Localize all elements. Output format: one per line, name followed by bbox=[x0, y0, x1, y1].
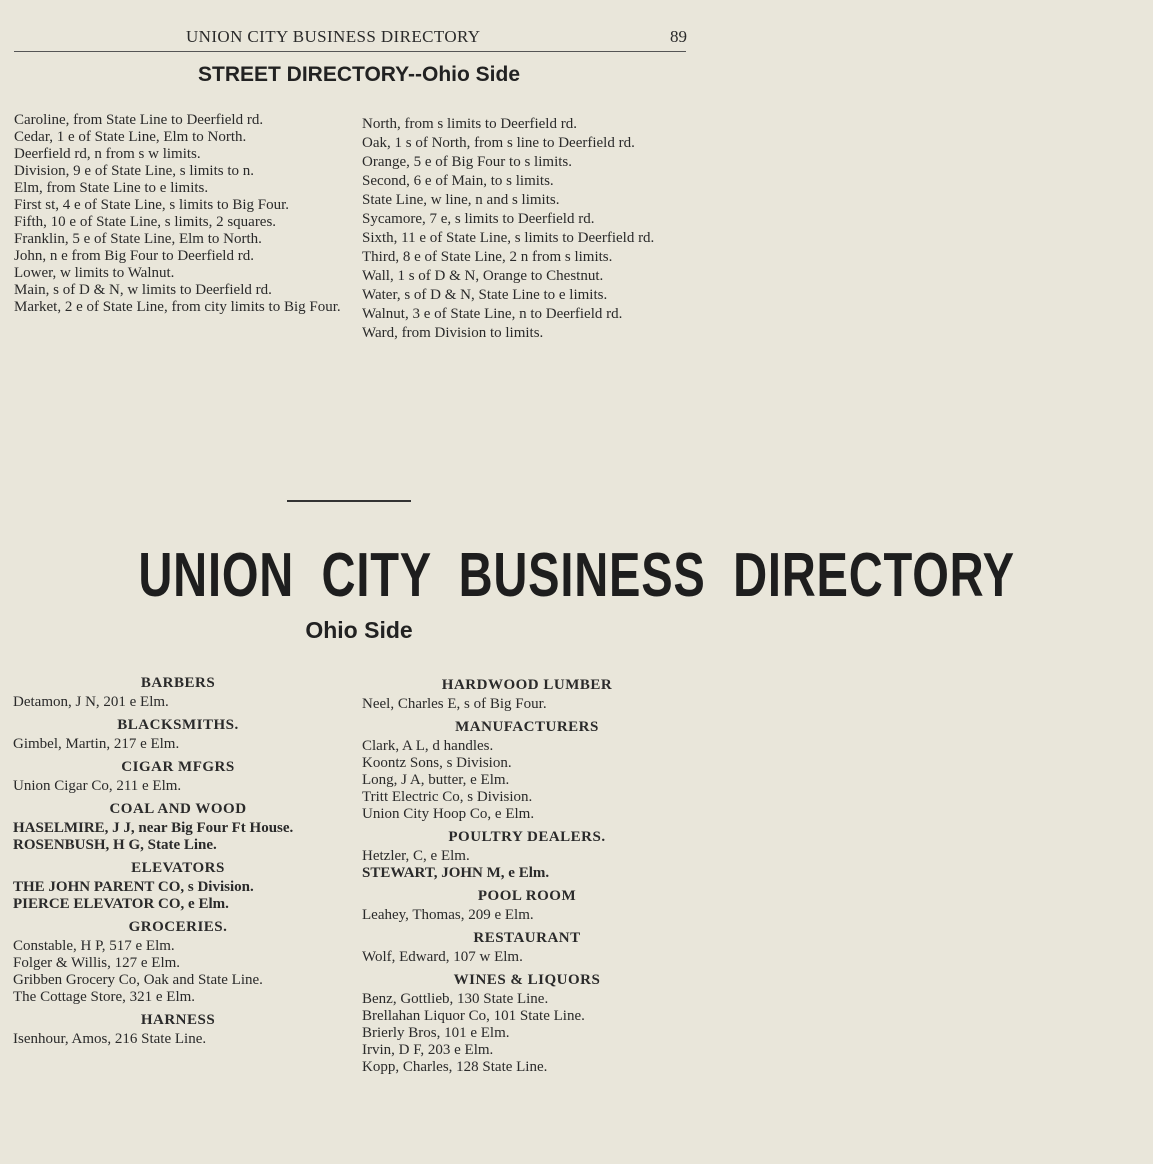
street-entry: Oak, 1 s of North, from s line to Deerfield rd. bbox=[362, 135, 635, 151]
street-entry: Franklin, 5 e of State Line, Elm to North. bbox=[14, 231, 262, 247]
street-entry: Third, 8 e of State Line, 2 n from s limits. bbox=[362, 249, 613, 265]
business-listing: Brellahan Liquor Co, 101 State Line. bbox=[362, 1008, 585, 1024]
category-heading: GROCERIES. bbox=[128, 919, 228, 935]
street-entry: Elm, from State Line to e limits. bbox=[14, 180, 209, 196]
section-divider bbox=[287, 500, 411, 502]
business-listing: Tritt Electric Co, s Division. bbox=[362, 789, 533, 805]
street-entry: Fifth, 10 e of State Line, s limits, 2 squares. bbox=[14, 214, 277, 230]
business-listing: Kopp, Charles, 128 State Line. bbox=[362, 1059, 548, 1075]
business-listing: HASELMIRE, J J, near Big Four Ft House. bbox=[13, 820, 294, 836]
business-listing: Benz, Gottlieb, 130 State Line. bbox=[362, 991, 549, 1007]
street-entry: John, n e from Big Four to Deerfield rd. bbox=[14, 248, 254, 264]
business-listing: Brierly Bros, 101 e Elm. bbox=[362, 1025, 510, 1041]
street-entry: Walnut, 3 e of State Line, n to Deerfield rd. bbox=[362, 306, 623, 322]
street-directory-title: STREET DIRECTORY--Ohio Side bbox=[197, 63, 521, 86]
business-column-right bbox=[362, 677, 692, 1076]
business-listing: Irvin, D F, 203 e Elm. bbox=[362, 1042, 494, 1058]
street-entry: Sycamore, 7 e, s limits to Deerfield rd. bbox=[362, 211, 595, 227]
street-entry: First st, 4 e of State Line, s limits to Big Four. bbox=[14, 197, 290, 213]
business-listing: Constable, H P, 517 e Elm. bbox=[13, 938, 175, 954]
street-column-right bbox=[362, 116, 688, 344]
business-listing: Long, J A, butter, e Elm. bbox=[362, 772, 510, 788]
running-header-title: UNION CITY BUSINESS DIRECTORY bbox=[186, 27, 481, 46]
category-heading: BLACKSMITHS. bbox=[117, 717, 239, 733]
business-directory-subtitle: Ohio Side bbox=[305, 617, 413, 643]
street-entry: Main, s of D & N, w limits to Deerfield rd. bbox=[14, 282, 272, 298]
street-entry: Lower, w limits to Walnut. bbox=[14, 265, 175, 281]
header-rule bbox=[14, 51, 686, 52]
street-entry: North, from s limits to Deerfield rd. bbox=[362, 116, 577, 132]
business-directory-title bbox=[0, 538, 1015, 616]
street-entry: Division, 9 e of State Line, s limits to n. bbox=[14, 163, 254, 179]
street-entry: Market, 2 e of State Line, from city limits to Big Four. bbox=[14, 299, 341, 315]
business-listing: Hetzler, C, e Elm. bbox=[362, 848, 470, 864]
business-listing: Union Cigar Co, 211 e Elm. bbox=[13, 778, 182, 794]
business-listing: Clark, A L, d handles. bbox=[362, 738, 494, 754]
business-listing: Gribben Grocery Co, Oak and State Line. bbox=[13, 972, 263, 988]
business-listing: Neel, Charles E, s of Big Four. bbox=[362, 696, 547, 712]
business-column-left bbox=[13, 675, 343, 1048]
business-directory-title-text: UNION CITY BUSINESS DIRECTORY bbox=[138, 541, 1015, 610]
business-listing: Isenhour, Amos, 216 State Line. bbox=[13, 1031, 207, 1047]
business-listing: Folger & Willis, 127 e Elm. bbox=[13, 955, 181, 971]
business-listing: STEWART, JOHN M, e Elm. bbox=[362, 865, 550, 881]
category-heading: POULTRY DEALERS. bbox=[448, 829, 606, 845]
category-heading: HARNESS bbox=[140, 1012, 216, 1028]
street-entry: Ward, from Division to limits. bbox=[362, 325, 544, 341]
business-listing: Detamon, J N, 201 e Elm. bbox=[13, 694, 169, 710]
street-entry: Caroline, from State Line to Deerfield rd. bbox=[14, 112, 264, 128]
street-entry: Second, 6 e of Main, to s limits. bbox=[362, 173, 554, 189]
street-entry: Deerfield rd, n from s w limits. bbox=[14, 146, 201, 162]
category-heading: POOL ROOM bbox=[477, 888, 577, 904]
street-entry: Water, s of D & N, State Line to e limits. bbox=[362, 287, 608, 303]
category-heading: HARDWOOD LUMBER bbox=[441, 677, 613, 693]
business-listing: The Cottage Store, 321 e Elm. bbox=[13, 989, 196, 1005]
page-number: 89 bbox=[670, 27, 687, 46]
street-column-left bbox=[14, 112, 341, 316]
business-listing: Gimbel, Martin, 217 e Elm. bbox=[13, 736, 180, 752]
category-heading: MANUFACTURERS bbox=[455, 719, 599, 735]
street-entry: Sixth, 11 e of State Line, s limits to Deerfield rd. bbox=[362, 230, 655, 246]
running-header bbox=[0, 27, 718, 47]
business-listing: Union City Hoop Co, e Elm. bbox=[362, 806, 535, 822]
business-listing: ROSENBUSH, H G, State Line. bbox=[13, 837, 217, 853]
business-listing: Leahey, Thomas, 209 e Elm. bbox=[362, 907, 534, 923]
category-heading: WINES & LIQUORS bbox=[453, 972, 601, 988]
street-entry: Wall, 1 s of D & N, Orange to Chestnut. bbox=[362, 268, 604, 284]
business-listing: THE JOHN PARENT CO, s Division. bbox=[13, 879, 254, 895]
category-heading: COAL AND WOOD bbox=[109, 801, 247, 817]
business-listing: PIERCE ELEVATOR CO, e Elm. bbox=[13, 896, 229, 912]
business-listing: Wolf, Edward, 107 w Elm. bbox=[362, 949, 523, 965]
business-listing: Koontz Sons, s Division. bbox=[362, 755, 512, 771]
category-heading: CIGAR MFGRS bbox=[121, 759, 235, 775]
street-entry: Cedar, 1 e of State Line, Elm to North. bbox=[14, 129, 247, 145]
street-entry: Orange, 5 e of Big Four to s limits. bbox=[362, 154, 572, 170]
category-heading: ELEVATORS bbox=[131, 860, 225, 876]
category-heading: BARBERS bbox=[140, 675, 216, 691]
category-heading: RESTAURANT bbox=[473, 930, 581, 946]
street-entry: State Line, w line, n and s limits. bbox=[362, 192, 560, 208]
